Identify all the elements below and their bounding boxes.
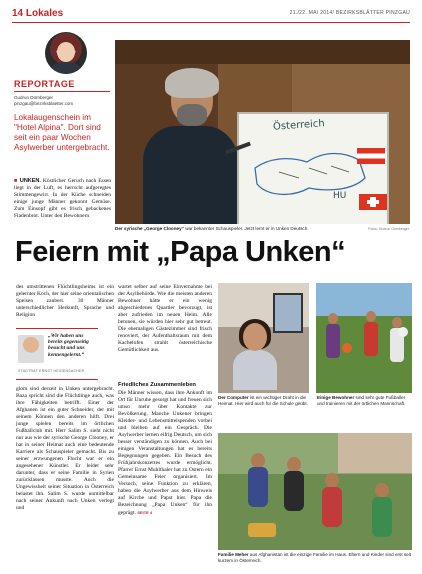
- page-header: [12, 8, 410, 23]
- intro-text: Köstlicher Geruch nach Essen liegt in der Luft, es herrscht aufgeregtes Stimmengewirr. In der Küche schneiden einige junge Männer gekonnt Gemüse. Zum Einsopf gibt es frisch gebackenes Fladenbrot. Unter den Bewohnern: [14, 178, 112, 219]
- swiss-flag-icon: [359, 194, 387, 210]
- column-2-text: Die Männer wissen, dass ihre Ankunft im Ort für Unruhe gesorgt hat und freuen sich umso mehr über Kontakte zur Bevölkerung. Manche Unkener bringen Kleider- und Lebensmittelspenden vorbei und bleiben auf ein Gespräch. Die Asylwerber lernen eifrig Deutsch, um sich besser verständigen zu können. Auch bei einigen Veranstaltungen hat es bereits Begegnungen gegeben. Ein Besuch des Frühjahrskonzertes wurde ermöglicht. Pfarrer Ernst Muhlthaler hat zu Ostern ein Gemeinsame Feier organisiert. Im Versuch, seine Funktion zu erklären, haben die Asylwerber aus dem Hinweis auf Kirche und Papst hier. Papa die Bezeichnung „Papa Unken“ für ihn geprägt.: [118, 390, 212, 516]
- football-photo: [316, 283, 412, 393]
- dateline: UNKEN.: [19, 178, 41, 184]
- family-photo: [218, 433, 412, 550]
- divider: [14, 91, 110, 92]
- column-1-top: des umstrittenen Flüchtlingsheims ist ein gelernter Koch, der hier seine orientalischen Speisen zaubert. 30 Männer unterschiedlicher Herkunft, Sprache und Religion: [16, 284, 114, 318]
- reportage-label: REPORTAGE: [14, 79, 75, 89]
- intro-paragraph: [14, 178, 111, 220]
- headline: Feiern mit „Papa Unken“: [15, 236, 346, 268]
- austria-flag-icon: [357, 148, 385, 164]
- computer-caption: Der Computer ist ein wichtiger Draht in die Heimat. Hier wird auch für die Schule geübt.: [218, 395, 308, 406]
- main-photo: [115, 40, 410, 224]
- subheading: Friedliches Zusammenleben: [118, 382, 196, 388]
- column-2-top: wartet selber auf seine Einvernahme bei der Asylbehörde. Wie die meisten anderen Bewohner hätte er ein wenig abgeschiedenes Quartier bevorzugt, ist aber zufrieden im neuen Heim. Alle betonen, sie würden hier sehr gut betreut. Die ehemaligen Gästezimmer sind frisch renoviert, der Aufenthaltsraum mit dem Kachelofen strahlt österreichische Gemütlichkeit aus.: [118, 284, 212, 353]
- section-title: 14 Lokales: [12, 8, 64, 19]
- quote-text: „Wir haben uns bereits gegenseitig besucht und uns kennengelernt.“: [48, 333, 89, 358]
- main-photo-caption: Der syrische „George Clooney“ war bekannter Schauspieler. Jetzt lernt er in Unken Deutsch.: [115, 226, 309, 231]
- author-portrait: [45, 32, 87, 74]
- article-kicker: Lokalaugenschein im "Hotel Alpina". Dort sind seit ein paar Wochen Asylwerber untergebracht.: [14, 113, 110, 152]
- board-title: Österreich: [272, 118, 326, 133]
- ball-icon: [398, 327, 408, 337]
- pull-quote: [16, 328, 98, 380]
- page-info: 21./22. MAI 2014/ BEZIRKSBLÄTTER PINZGAU: [289, 10, 410, 16]
- bullet-icon: ■: [14, 178, 18, 184]
- house: [338, 433, 412, 473]
- football-caption: Einige Bewohner sind sehr gute Fußballer und trainieren mit der örtlichen Mannschaft.: [317, 395, 406, 406]
- quote-portrait: [18, 335, 44, 363]
- photo-credit: Fotos: Gudrun Dürnberger: [368, 227, 410, 231]
- toy-truck: [248, 523, 276, 537]
- author-credit: [14, 95, 110, 107]
- column-1-bottom: glom sind derzeit in Unken untergebracht. Baza spricht sind die Flüchtlinge auch, was ihre Fähigkeiten betrifft. Einer der Afghanen ist ein guter Schneider, der mit seinem Können den anderen hilft. Drei junge spielen bereits im örtlichen Fußballclub mit. Herr Salim S. sieht nicht nur aus wie der syrische George Clooney, er hat in seiner Heimat auch eine bedeutende Karriere als Schauspieler gemacht. Bis zu seiner erzwungenen Flucht war er ein angesehener Künstler. Er leidet sehr darunter, dass er seine Familie in Syrien zurücklassen musste. Auch die Ungewissheit seiner Situation in Österreich belastet ihn. Salim S. wurde unmittelbar nach seiner Ankunft nach Unken verlegt und: [16, 386, 114, 511]
- whiteboard: [237, 112, 389, 224]
- ball-icon: [342, 343, 352, 353]
- column-2-bottom: [118, 390, 212, 517]
- family-caption: Familie Meher aus Afghanistan ist die einzige Familie im Haus. Eltern und Kinder sind erst seit kurzem in Österreich.: [218, 552, 412, 563]
- computer-photo: [218, 283, 309, 393]
- man-figure: [143, 74, 233, 224]
- board-label: HU: [333, 191, 347, 201]
- quote-author: STADTRAT ERNST HEIDENSACHER: [18, 369, 85, 373]
- author-email[interactable]: pinzgau@bezirksblaetter.com: [14, 101, 74, 106]
- author-name: Gudrun Dürnberger: [14, 95, 54, 100]
- continued-label: SEITE 4: [137, 510, 153, 515]
